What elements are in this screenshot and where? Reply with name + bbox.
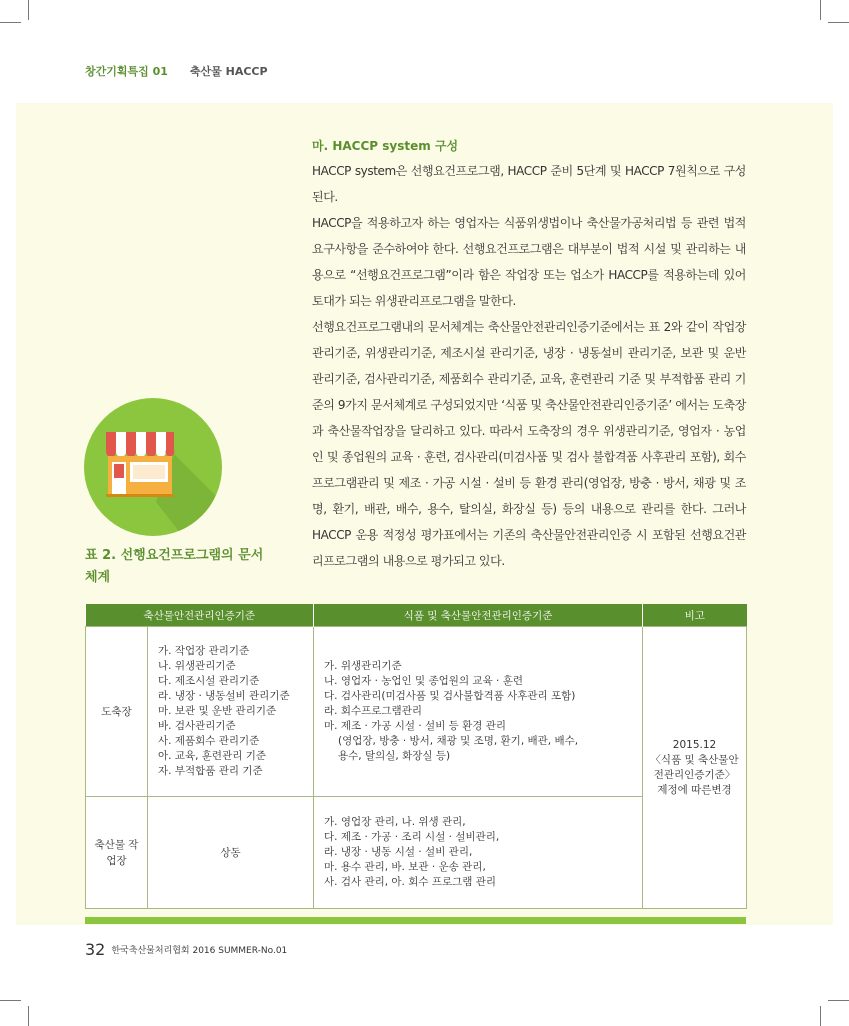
- crop-mark: [0, 22, 21, 23]
- row-label: 축산물 작업장: [86, 797, 148, 909]
- table-caption: 표 2. 선행요건프로그램의 문서체계: [85, 548, 264, 585]
- list-item: 사. 검사 관리, 아. 회수 프로그램 관리: [324, 876, 497, 888]
- list-item: 라. 냉장 · 냉동 시설 · 설비 관리,: [324, 846, 473, 858]
- list-item: 다. 검사관리(미검사품 및 검사불합격품 사후관리 포함): [324, 690, 576, 702]
- list-item: 나. 영업자 · 농업인 및 종업원의 교육 · 훈련: [324, 675, 524, 687]
- header-cell: 축산물안전관리인증기준: [86, 604, 314, 627]
- paragraph: HACCP system은 선행요건프로그램, HACCP 준비 5단계 및 HACCP 7원칙으로 구성된다.: [312, 164, 746, 204]
- footer-text: 한국축산물처리협회 2016 SUMMER-No.01: [111, 946, 288, 956]
- header-label: 창간기획특집 01: [85, 65, 168, 78]
- body-text: [312, 158, 746, 574]
- document-table: [85, 604, 747, 909]
- running-header: [85, 63, 268, 79]
- header-sub: 축산물 HACCP: [189, 65, 268, 78]
- list-item: 마. 보관 및 운반 관리기준: [158, 705, 277, 717]
- list-item: 나. 위생관리기준: [158, 660, 236, 672]
- list-item: 라. 냉장 · 냉동설비 관리기준: [158, 690, 290, 702]
- list-item: 마. 용수 관리, 바. 보관 · 운송 관리,: [324, 861, 486, 873]
- list-item: 가. 작업장 관리기준: [158, 645, 250, 657]
- note-line: 〈식품 및 축산물안: [650, 753, 739, 766]
- crop-mark: [820, 0, 821, 20]
- list-item: 라. 회수프로그램관리: [324, 705, 422, 717]
- list-item: (영업장, 방충 · 방서, 채광 및 조명, 환기, 배관, 배수,: [338, 735, 579, 747]
- list-item: 용수, 탈의실, 화장실 등): [338, 750, 451, 762]
- crop-mark: [28, 1006, 29, 1026]
- table-row: [86, 627, 747, 797]
- note-line: 제정에 따른변경: [657, 783, 732, 796]
- crop-mark: [28, 0, 29, 20]
- list-item: 사. 제품회수 관리기준: [158, 735, 260, 747]
- paragraph: 선행요건프로그램내의 문서체계는 축산물안전관리인증기준에서는 표 2와 같이 작업장 관리기준, 위생관리기준, 제조시설 관리기준, 냉장 · 냉동설비 관리기준, 보관 및 운반 관리기준, 검사관리기준, 제품회수 관리기준, 교육, 훈련관리 기준 및 부적합품 관리 기준의 9가지 문서체계로 구성되었지만 ‘식품 및 축산물안전관리인증기준’ 에서는 도축장과 축산물작업장을 달리하고 있다. 따라서 도축장의 경우 위생관리기준, 영업자 · 농업인 및 종업원의 교육 · 훈련, 검사관리(미검사품 및 검사 불합격품 사후관리 포함), 회수프로그램관리 및 제조 · 가공 시설 · 설비 등 환경 관리(영업장, 방충 · 방서, 채광 및 조명, 환기, 배관, 배수, 용수, 탈의실, 화장실 등) 등의 내용으로 관리를 한다. 그러나 HACCP 운용 적정성 평가표에서는 기존의 축산물안전관리인증 시 포함된 선행요건관리프로그램의 내용으로 평가되고 있다.: [312, 320, 746, 568]
- list-item: 아. 교육, 훈련관리 기준: [158, 750, 266, 762]
- note-line: 전관리인증기준〉: [653, 768, 736, 781]
- store-icon: [84, 398, 222, 536]
- note-line: 2015.12: [672, 738, 717, 751]
- crop-mark: [0, 1000, 21, 1001]
- header-cell: 식품 및 축산물안전관리인증기준: [314, 604, 643, 627]
- crop-mark: [828, 1000, 849, 1001]
- section-title: 마. HACCP system 구성: [312, 139, 459, 153]
- list-item: 자. 부적합품 관리 기준: [158, 765, 263, 777]
- list-item: 다. 제조 · 가공 · 조리 시설 · 설비관리,: [324, 831, 500, 843]
- crop-mark: [820, 1006, 821, 1026]
- header-cell: 비고: [643, 604, 747, 627]
- list-item: 마. 제조 · 가공 시설 · 설비 등 환경 관리: [324, 720, 507, 732]
- divider-bar: [85, 917, 746, 924]
- standard-list: [314, 797, 643, 909]
- table-header-row: [86, 604, 747, 627]
- crop-mark: [828, 22, 849, 23]
- list-item: 가. 위생관리기준: [324, 660, 402, 672]
- note-cell: [643, 627, 747, 909]
- same-as-above: 상동: [148, 797, 314, 909]
- paragraph: HACCP을 적용하고자 하는 영업자는 식품위생법이나 축산물가공처리법 등 관련 법적 요구사항을 준수하여야 한다. 선행요건프로그램은 대부분이 법적 시설 및 관리하는 내용으로 “선행요건프로그램”이라 함은 작업장 또는 업소가 HACCP를 적용하는데 있어 토대가 되는 위생관리프로그램을 말한다.: [312, 216, 746, 308]
- row-label: 도축장: [86, 627, 148, 797]
- footer: [85, 940, 287, 959]
- list-item: 다. 제조시설 관리기준: [158, 675, 260, 687]
- standard-list: [314, 627, 643, 797]
- list-item: 바. 검사관리기준: [158, 720, 236, 732]
- page-number: 32: [85, 940, 106, 959]
- list-item: 가. 영업장 관리, 나. 위생 관리,: [324, 816, 466, 828]
- standard-list: [148, 627, 314, 797]
